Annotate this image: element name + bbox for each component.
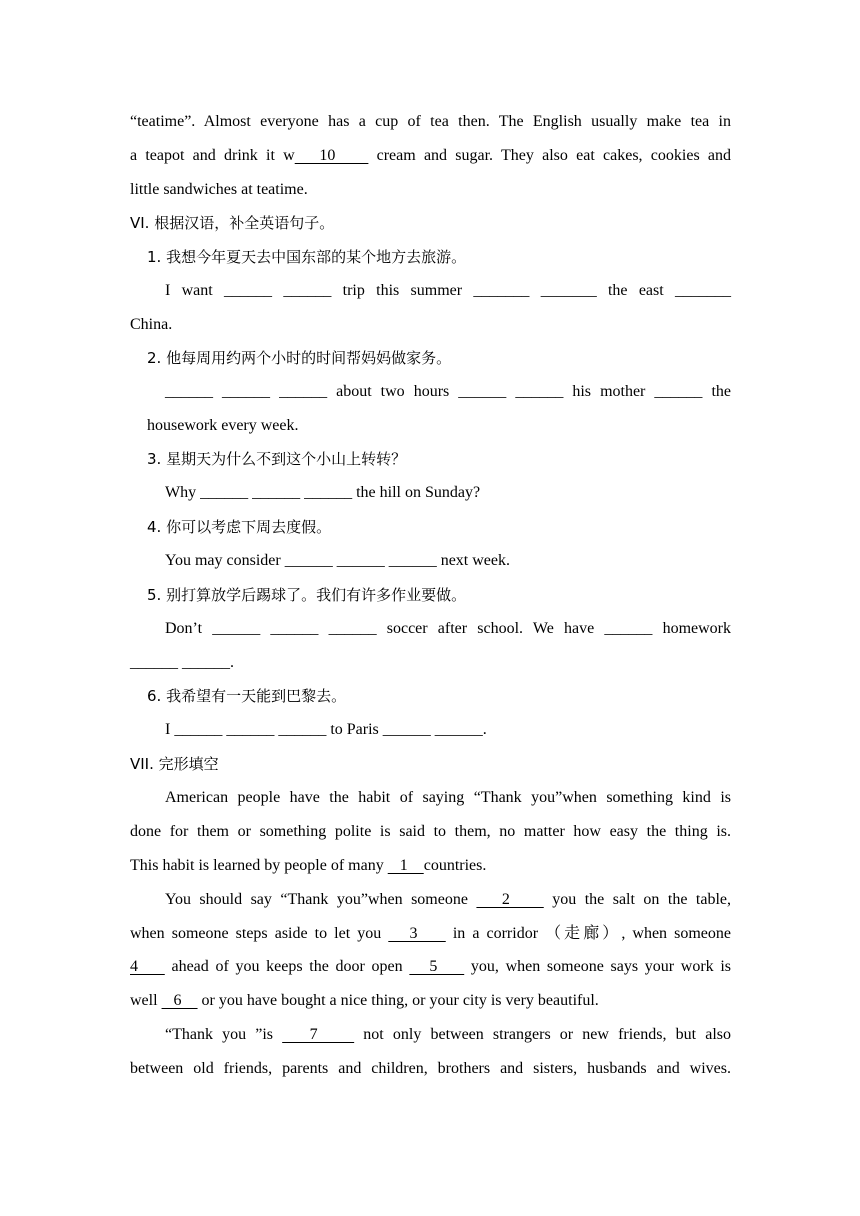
passage-line: a teapot and drink it w 10 cream and sugar. They also eat cakes, cookies and: [130, 147, 732, 164]
answer-blank: 5: [409, 958, 465, 975]
cloze-line: done for them or something polite is said to them, no matter how easy the thing is.: [130, 823, 731, 840]
question-prompt: 5. 别打算放学后踢球了。我们有许多作业要做。: [147, 586, 467, 604]
question-sentence: housework every week.: [147, 417, 299, 434]
answer-blank: 10: [294, 147, 369, 164]
question-prompt: 2. 他每周用约两个小时的时间帮妈妈做家务。: [147, 349, 452, 367]
question-prompt: 4. 你可以考虑下周去度假。: [147, 518, 332, 536]
answer-blank: 2: [476, 891, 544, 908]
cloze-line: You should say “Thank you”when someone 2 you the salt on the table,: [165, 891, 732, 908]
section-heading: VI. 根据汉语，补全英语句子。: [130, 214, 335, 232]
answer-blank: 3: [388, 925, 446, 942]
question-sentence: ______ ______.: [130, 654, 234, 671]
question-sentence: You may consider ______ ______ ______ next week.: [165, 552, 511, 569]
cloze-line: when someone steps aside to let you 3 in a corridor （走廊）, when someone: [130, 925, 731, 942]
answer-blank: 7: [282, 1026, 355, 1043]
question-sentence: I want ______ ______ trip this summer _______ _______ the east _______: [165, 282, 731, 299]
passage-line: little sandwiches at teatime.: [130, 181, 308, 198]
section-heading: VII. 完形填空: [130, 755, 219, 773]
answer-blank: 1: [387, 857, 424, 874]
question-sentence: China.: [130, 316, 173, 333]
question-sentence: Don’t ______ ______ ______ soccer after school. We have ______ homework: [165, 620, 731, 637]
question-sentence: Why ______ ______ ______ the hill on Sunday?: [165, 484, 481, 501]
cloze-line: “Thank you ”is 7 not only between strangers or new friends, but also: [165, 1026, 732, 1043]
answer-blank: 4: [130, 958, 165, 975]
question-sentence: I ______ ______ ______ to Paris ______ ______.: [165, 721, 487, 738]
question-prompt: 1. 我想今年夏天去中国东部的某个地方去旅游。: [147, 248, 467, 266]
cloze-line: This habit is learned by people of many 1 countries.: [130, 857, 487, 874]
question-prompt: 3. 星期天为什么不到这个小山上转转？: [147, 450, 407, 468]
answer-blank: 6: [161, 992, 198, 1009]
cloze-line: between old friends, parents and children, brothers and sisters, husbands and wives.: [130, 1060, 731, 1077]
passage-line: “teatime”. Almost everyone has a cup of tea then. The English usually make tea in: [130, 113, 731, 130]
question-sentence: ______ ______ ______ about two hours ______ ______ his mother ______ the: [165, 383, 731, 400]
question-prompt: 6. 我希望有一天能到巴黎去。: [147, 687, 347, 705]
cloze-line: well 6 or you have bought a nice thing, or your city is very beautiful.: [130, 992, 599, 1009]
cloze-line: American people have the habit of saying “Thank you”when something kind is: [165, 789, 731, 806]
cloze-line: 4 ahead of you keeps the door open 5 you, when someone says your work is: [130, 958, 732, 975]
